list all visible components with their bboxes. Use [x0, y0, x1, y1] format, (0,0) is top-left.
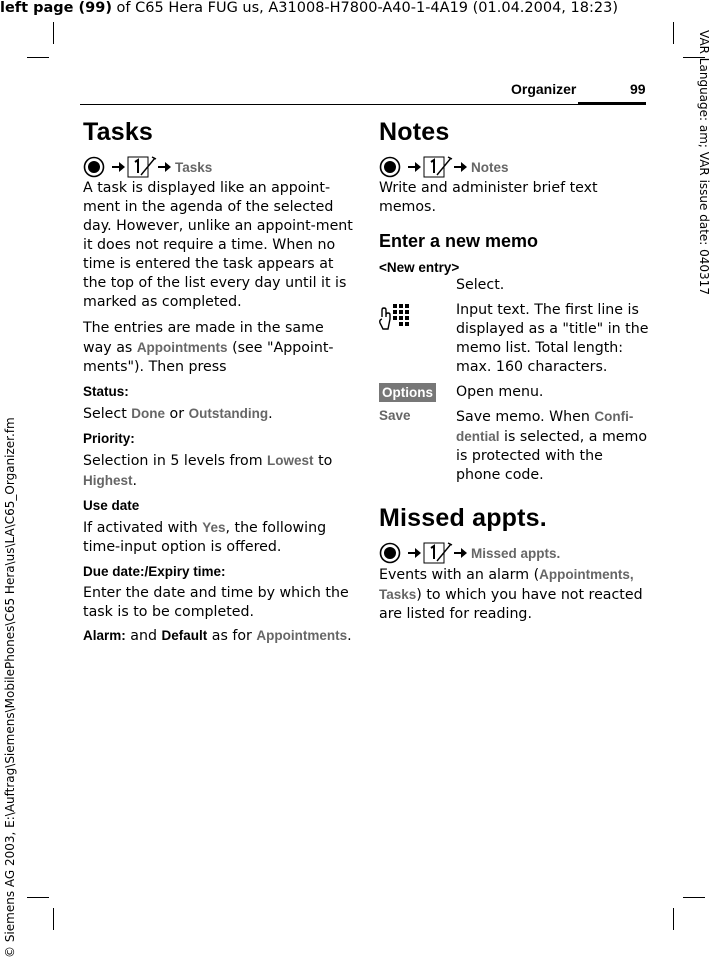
right-column — [379, 118, 649, 624]
keyword-alarm: Alarm: — [83, 628, 126, 643]
tasks-intro: A task is displayed like an appoint-ment in the agenda of the selected day. However, unlike an appoint-ment it does not require a time. When no time is entered the task appears at the top of the list every day until it is marked as completed. — [83, 180, 353, 310]
organizer-key-icon — [127, 155, 157, 179]
tasks-entries: The entries are made in the same way as Appointments (see "Appoint-ments"). Then press — [83, 320, 334, 375]
missed-text: Events with an alarm (Appointments, Tasks) to which you have not reacted are listed for reading. — [379, 567, 643, 622]
due-date-label: Due date:/Expiry time: — [83, 564, 226, 579]
options-softkey: Options — [379, 383, 436, 402]
crop-mark — [27, 57, 49, 58]
options-row — [379, 383, 649, 402]
keypad-text: Input text. The first line is displayed as a "title" in the memo list. Total length: max. 160 characters. — [456, 302, 649, 375]
status-text: Select Done or Outstanding. — [83, 406, 273, 422]
keypad-row — [379, 301, 649, 377]
left-column — [83, 118, 353, 646]
keyword-yes: Yes — [202, 520, 226, 535]
section-title-notes: Notes — [379, 118, 450, 146]
crop-mark — [673, 22, 674, 44]
arrow-right-icon — [453, 546, 469, 560]
keyword-appointments: Appointments — [256, 628, 348, 643]
nav-joystick-icon — [379, 542, 401, 564]
crop-mark — [27, 897, 49, 898]
arrow-right-icon — [407, 160, 423, 174]
keyword-highest: Highest — [83, 473, 133, 488]
keyword-outstanding: Outstanding — [188, 406, 269, 421]
keypad-icon — [379, 303, 409, 337]
header-rule — [80, 104, 646, 105]
keyword-done: Done — [131, 406, 166, 421]
keyword-appointments: Appointments — [136, 340, 228, 355]
use-date-text: If activated with Yes, the following time-input option is offered. — [83, 520, 327, 555]
save-row — [379, 407, 649, 485]
crop-mark — [53, 908, 54, 930]
crop-mark — [673, 908, 674, 930]
keyword-appointments: Appointments — [539, 567, 630, 582]
side-language-info: VAR Language: am; VAR issue date: 040317 — [697, 30, 711, 295]
priority-label: Priority: — [83, 431, 135, 446]
side-file-path: © Siemens AG 2003, E:\Auftrag\Siemens\MobilePhones\C65 Hera\us\LA\C65_Organizer.fm — [3, 417, 17, 958]
keyword-confidential: Confi-dential — [456, 409, 634, 444]
arrow-right-icon — [111, 160, 127, 174]
nav-joystick-icon — [83, 156, 105, 178]
use-date-label: Use date — [83, 498, 140, 513]
organizer-key-icon — [423, 155, 453, 179]
save-text: Save memo. When Confi-dential is selected, a memo is protected with the phone code. — [456, 409, 648, 483]
organizer-key-icon — [423, 541, 453, 565]
due-date-text: Enter the date and time by which the task is to be completed. — [83, 585, 349, 620]
nav-joystick-icon — [379, 156, 401, 178]
notes-intro: Write and administer brief text memos. — [379, 180, 598, 215]
alarm-text: Alarm: and Default as for Appointments. — [83, 628, 352, 644]
section-title-tasks: Tasks — [83, 118, 154, 146]
keyword-default: Default — [161, 628, 208, 643]
arrow-right-icon — [453, 160, 469, 174]
arrow-right-icon — [157, 160, 173, 174]
header-rule-thick — [578, 102, 646, 105]
subsection-title-new-memo: Enter a new memo — [379, 231, 539, 251]
print-header-prefix: left page (99) — [0, 0, 112, 16]
arrow-right-icon — [407, 546, 423, 560]
status-label: Status: — [83, 384, 129, 399]
nav-label-missed: Missed appts. — [471, 545, 561, 561]
select-text: Select. — [456, 277, 505, 293]
nav-label-notes: Notes — [471, 159, 509, 175]
print-header — [0, 0, 618, 16]
keyword-tasks: Tasks — [379, 587, 417, 602]
priority-text: Selection in 5 levels from Lowest to Highest. — [83, 453, 333, 489]
keyword-lowest: Lowest — [267, 453, 314, 468]
memo-steps — [379, 276, 649, 485]
save-term: Save — [379, 408, 411, 423]
print-header-rest: of C65 Hera FUG us, A31008-H7800-A40-1-4A19 (01.04.2004, 18:23) — [111, 0, 618, 16]
options-text: Open menu. — [456, 384, 544, 400]
section-title-missed-appts: Missed appts. — [379, 504, 547, 532]
running-title: Organizer — [511, 81, 577, 97]
page-number: 99 — [630, 81, 646, 97]
crop-mark — [683, 897, 705, 898]
nav-label-tasks: Tasks — [175, 159, 213, 175]
crop-mark — [53, 22, 54, 44]
new-entry-label: <New entry> — [379, 260, 460, 275]
